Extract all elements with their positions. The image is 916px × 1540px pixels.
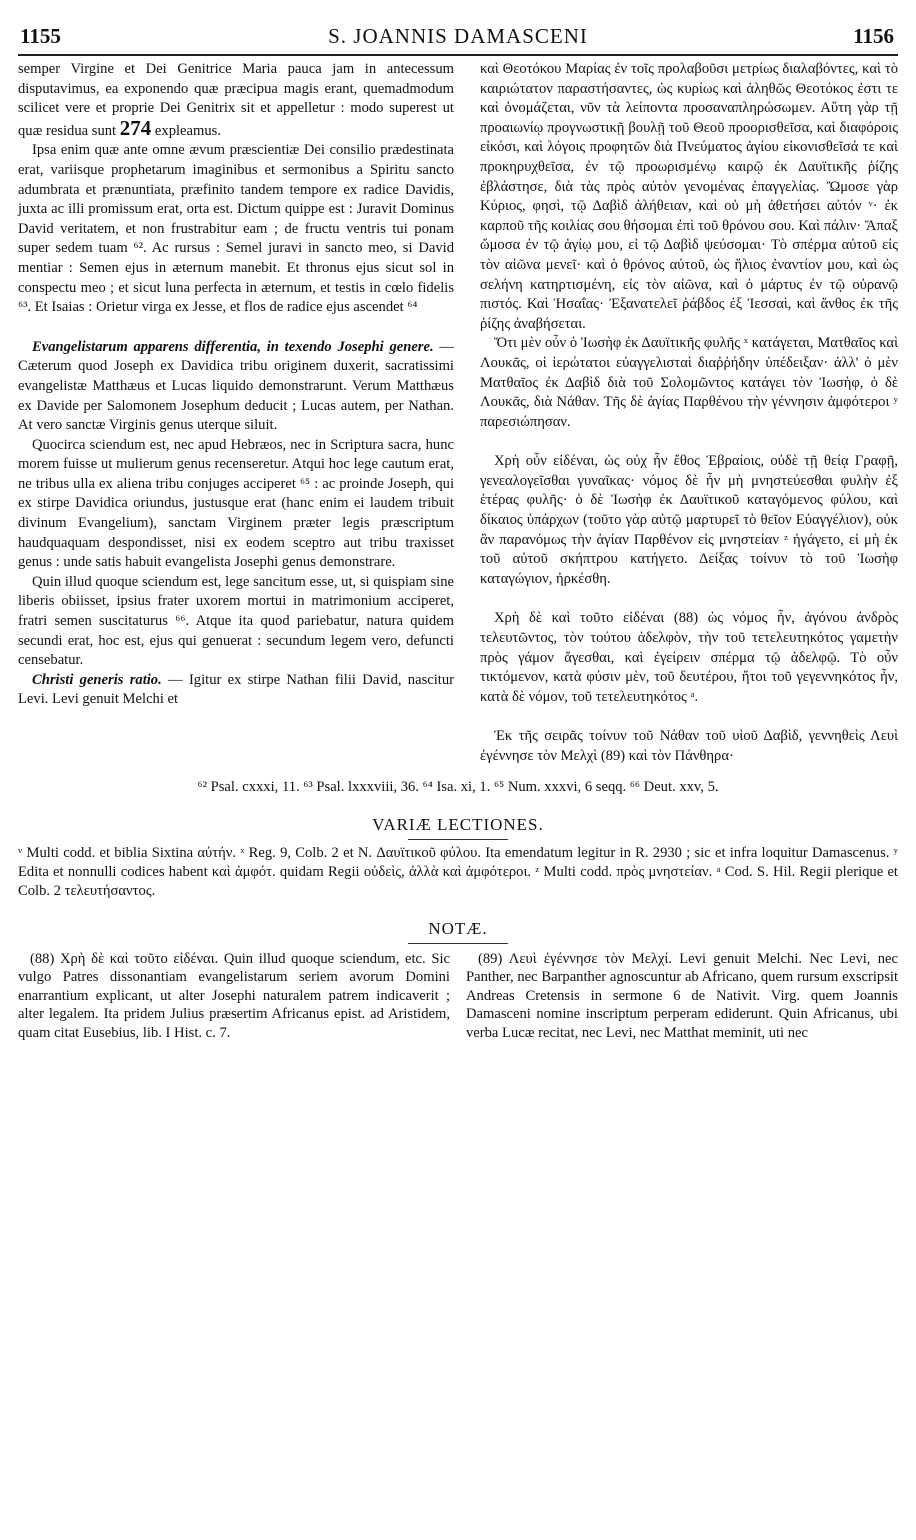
heading-rule: [408, 943, 508, 944]
greek-paragraph: Ἐκ τῆς σειρᾶς τοίνυν τοῦ Νάθαν τοῦ υἱοῦ Δαβὶδ, γεννηθεὶς Λευὶ ἐγέννησε τὸν Μελχὶ (89) καὶ τὸν Πάνθηρα·: [480, 728, 898, 764]
page-number-right: 1156: [853, 24, 894, 48]
side-heading: Christi generis ratio.: [32, 671, 162, 688]
greek-paragraph: Χρὴ οὖν εἰδέναι, ὡς οὐχ ἦν ἔθος Ἑβραίοις, οὐδὲ τῇ θείᾳ Γραφῇ, γενεαλογεῖσθαι γυναῖκας· νόμος δὲ ἦν μὴ μνηστεύεσθαι φυλὴν ἐξ ἑτέρας φυλῆς· ὁ δὲ Ἰωσὴφ ἐκ Δαυϊτικοῦ καταγόμενος φύλου, καὶ δίκαιος ὑπάρχων (τοῦτο γὰρ αὐτῷ μαρτυρεῖ τὸ θεῖον Εὐαγγέλιον), οὐκ ἂν παρανόμως τὴν ἁγίαν Παρθένον εἰς μνηστείαν ᶻ ἠγάγετο, εἰ μὴ ἐκ τοῦ αὐτοῦ σκήπτρου κατήγετο. Δείξας τοίνυν τὸ τοῦ Ἰωσὴφ καταγώγιον, ἠρκέσθη.: [480, 453, 898, 587]
latin-paragraph: Ipsa enim quæ ante omne ævum præscientiæ Dei consilio prædestinata erat, variisque prophetarum imaginibus et sermonibus a Spiritu sancto adumbrata et prænuntiata, præfinito tandem tempore ex radice Davidis, juxta ac illi promissum erat, orta est. Dictum quippe est : Juravit Dominus David veritatem, et non frustrabitur eam ; de fructu ventris tui ponam super sedem tuam ⁶². Ac rursus : Semel juravi in sancto meo, si David mentiar : Semen ejus in æternum manebit. Et thronus ejus sicut sol in conspectu meo ; et sicut luna perfecta in æternum, et testis in cœlo fidelis ⁶³. Et Isaias : Orietur virga ex Jesse, et flos de radice ejus ascendet ⁶⁴: [18, 142, 454, 316]
latin-text: semper Virgine et Dei Genitrice Maria pauca jam in antecessum disputavimus, ea exponendo quæ præcipua magis erant, quemadmodum scilicet vere et proprie Dei Genitrix sit et appelletur : modo superest ut quæ residua sunt: [18, 61, 454, 139]
scripture-footnotes: ⁶² Psal. cxxxi, 11. ⁶³ Psal. lxxxviii, 36. ⁶⁴ Isa. xi, 1. ⁶⁵ Num. xxxvi, 6 seqq. ⁶⁶ Deut. xxv, 5.: [197, 778, 719, 795]
variae-text: ᵛ Multi codd. et biblia Sixtina αὐτήν. ˣ Reg. 9, Colb. 2 et N. Δαυϊτικοῦ φύλου. Ita emendatum legitur in R. 2930 ; sic et infra loquitur Damascenus. ʸ Edita et nonnulli codices habent καὶ ἀμφότ. quidam Regii οὐδεὶς, ἀλλὰ καὶ ἀμφότεροι. ᶻ Multi codd. πρὸς μνηστείαν. ᵃ Cod. S. Hil. Regii plerique et Colb. 2 τελευτήσαντος.: [18, 844, 898, 899]
notae-heading: [18, 919, 898, 944]
latin-text: — Igitur ex stirpe Nathan filii David, nascitur Levi. Levi genuit Melchi et: [18, 671, 455, 708]
running-title: S. JOANNIS DAMASCENI: [328, 24, 588, 48]
side-heading: Evangelistarum apparens differentia, in texendo Josephi genere.: [32, 338, 434, 355]
running-header: [18, 20, 898, 56]
note-89: (89) Λευὶ ἐγέννησε τὸν Μελχί. Levi genuit Melchi. Nec Levi, nec Panther, nec Barpanther agnoscuntur ab Africano, quem rursum exscripsit Andreas Cretensis in sermone 6 de Nativit. Virg. quem Joannis Damasceni nomine inscriptum perperam ediderunt. Quin Africanus, ubi verba Lucæ recitat, nec Levi, nec Matthat meminit, uti nec: [466, 950, 898, 1041]
notae-columns: [18, 950, 898, 1043]
greek-paragraph: καὶ Θεοτόκου Μαρίας ἐν τοῖς προλαβοῦσι μετρίως διαλαβόντες, καὶ τὸ καιριώτατον παραστήσαντες, ὡς κυρίως καὶ ἀληθῶς Θεοτόκος ἐστι τε καὶ ὀνομάζεται, νῦν τὰ λείποντα προσαναπληρώσωμεν. Αὕτη γὰρ τῇ προαιωνίῳ προγνωστικῇ βουλῇ τοῦ Θεοῦ προορισθεῖσα, καὶ διαφόροις εἰκόσι, καὶ λόγοις προφητῶν διὰ Πνεύματος ἁγίου εἰκονισθεῖσά τε καὶ προκηρυχθεῖσα, ἐν τῷ προωρισμένῳ καιρῷ ἐκ Δαυϊτικῆς ῥίζης ἐβλάστησε, διὰ τὰς πρὸς αὐτὸν γενομένας ἐπαγγελίας. Ὤμοσε γὰρ Κύριος, φησὶ, τῷ Δαβὶδ ἀλήθειαν, καὶ οὐ μὴ ἀθετήσει αὐτόν ᵛ· ἐκ καρποῦ τῆς κοιλίας σου θήσομαι ἐπὶ τοῦ θρόνου σου. Καὶ πάλιν· Ἅπαξ ὤμοσα ἐν τῷ ἁγίῳ μου, εἰ τῷ Δαβὶδ ψεύσομαι· Τὸ σπέρμα αὐτοῦ εἰς τὸν αἰῶνα μενεῖ· καὶ ὁ θρόνος αὐτοῦ, ὡς ἥλιος ἐναντίον μου, καὶ ὡς σελήνη κατηρτισμένη, εἰς τὸν αἰῶνα, καὶ ὁ μάρτυς ἐν τῷ οὐρανῷ πιστός. Καὶ Ἡσαΐας· Ἐξανατελεῖ ῥάβδος ἐξ Ἰεσσαὶ, καὶ ἄνθος ἐκ τῆς ῥίζης ἀναβήσεται.: [480, 61, 898, 332]
latin-text: — Cæterum quod Joseph ex Davidica tribu originem duxerit, sacratissimi evangelistæ Matthæus et Lucas liquido demonstrarunt. Verum Matthæus ex Davide per Salomonem Josephum deducit ; Lucas autem, per Nathan. At vero sanctæ Virginis genus uterque siluit.: [18, 338, 454, 434]
notae-heading-text: NOTÆ.: [428, 918, 488, 938]
latin-text: expleamus.: [154, 122, 221, 139]
variae-heading-text: VARIÆ LECTIONES.: [372, 814, 544, 834]
greek-paragraph: Ὅτι μὲν οὖν ὁ Ἰωσὴφ ἐκ Δαυϊτικῆς φυλῆς ˣ κατάγεται, Ματθαῖος καὶ Λουκᾶς, οἱ ἱερώτατοι εὐαγγελισταὶ διαῤῥήδην ὑπέδειξαν· ἀλλ' ὁ μὲν Ματθαῖος ἐκ Δαβὶδ διὰ τοῦ Σολομῶντος κατάγει τὸν Ἰωσὴφ, ὁ δὲ Λουκᾶς, διὰ Νάθαν. Τῆς δὲ ἁγίας Παρθένου τὴν γέννησιν ἀμφότεροι ʸ παρεσιώπησαν.: [480, 335, 898, 430]
greek-paragraph: Χρὴ δὲ καὶ τοῦτο εἰδέναι (88) ὡς νόμος ἦν, ἀγόνου ἀνδρὸς τελευτῶντος, τὸν τούτου ἀδελφὸν, τὴν τοῦ τετελευτηκότος γαμετὴν πρὸς γάμον ἄγεσθαι, καὶ ἐγείρειν σπέρμα τῷ ἀδελφῷ. Τὸ οὖν τικτόμενον, κατὰ φύσιν μὲν, τοῦ δευτέρου, ἤτοι τοῦ γεγεννηκότος ἦν, κατὰ δὲ νόμον, τοῦ τετελευτηκότος ᵃ.: [480, 610, 898, 705]
latin-paragraph: Quin illud quoque sciendum est, lege sancitum esse, ut, si quispiam sine liberis obiisset, ipsius frater uxorem mortui in matrimonium acciperet, fratri semen suscitaturus ⁶⁶. Atque ita quod pariebatur, natura quidem secundi erat, hoc est, ejus qui genuerat : secundum legem vero, defuncti censebatur.: [18, 573, 454, 669]
page-number-left: 1155: [20, 24, 61, 48]
latin-paragraph: [18, 338, 454, 436]
latin-column: [18, 60, 454, 767]
latin-paragraph: [18, 671, 454, 710]
main-columns: [18, 60, 898, 767]
document-page: [18, 20, 898, 1043]
inline-number: 274: [119, 115, 152, 140]
greek-column: [480, 60, 898, 767]
latin-paragraph: Quocirca sciendum est, nec apud Hebræos, nec in Scriptura sacra, hunc morem fuisse ut mulierum genus recenseretur. Atqui hoc lege cautum erat, ne tribus ulla ex aliena tribu conjuges acciperet ⁶⁵ : ac proinde Joseph, qui ex stirpe Davidica oriundus, justusque erat (hanc enim ei laudem tribuit divinum Evangelium), sanctam Virginem præter legis præscriptum haudquaquam despondisset, nisi ex eodem sceptro aut tribu traxisset genus : unde satis habuit evangelista Josephi genus demonstrare.: [18, 436, 454, 571]
variae-heading: [18, 815, 898, 840]
latin-paragraph: [18, 60, 454, 141]
heading-rule: [408, 839, 508, 840]
note-88: (88) Χρὴ δὲ καὶ τοῦτο εἰδέναι. Quin illud quoque sciendum, etc. Sic vulgo Patres dissonantiam evangelistarum seriem avorum Domini enarrantium explicant, ut alter Josephi naturalem patrem indicaverit ; alter legalem. Ita pridem Julius præsertim Africanus epist. ad Aristidem, quam citat Eusebius, lib. I Hist. c. 7.: [18, 950, 450, 1041]
